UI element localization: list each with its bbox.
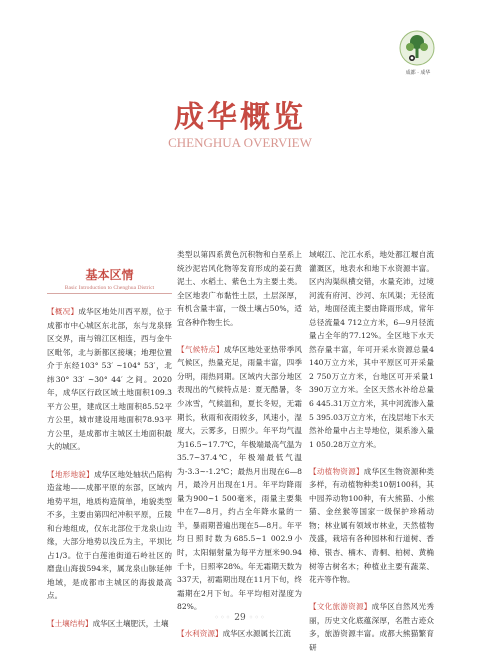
paragraph-climate bbox=[177, 343, 302, 614]
paragraph-text: 成华区地处亚热带季风气候区，热量充足，雨量丰富，四季分明，雨热同期。区域内大部分地区表现出的气候特点是：夏无酷暑，冬少冰雪，气候温和，夏长冬短，无霜期长，秋雨和夜雨较多，风速小，湿度大，云雾多，日照少。年平均气温为16.5~17.7℃，年极端最高气温为35.7~37.4℃，年极端最低气温为-3.3~-1.2℃；最热月出现在6—8月，最冷月出现在1月。年平均降雨量为900~1 500毫米，雨量主要集中在7—8月，约占全年降水量的一半，暴雨期普遍出现在5—8月。年平均日照时数为685.5~1 002.9小时，太阳辐射量为每平方厘米90.94千卡，日照率28%。年无霜期天数为337天，初霜期出现在11月下旬，终霜期在2月下旬。年平均相对湿度为82%。 bbox=[177, 344, 303, 612]
paragraph-text: 成华区自然风光秀丽，历史文化底蕴深厚，名胜古迹众多，旅游资源丰富。成都大熊猫繁育研 bbox=[309, 602, 435, 652]
paragraph-text: 成华区土壤肥沃，土壤 bbox=[92, 618, 169, 628]
paragraph-tag: 【水利资源】 bbox=[177, 629, 223, 639]
paragraph-biology bbox=[309, 465, 434, 587]
section-title: 基本区情 bbox=[85, 268, 134, 282]
page-subtitle: CHENGHUA OVERVIEW bbox=[168, 135, 312, 150]
paragraph-text: 类型以第四系黄色沉积物和白垩系上统沙泥岩风化物等发育形成的姜石黄泥土、水稻土、紫色土为主要土类。全区地表广布黏性土层，土层深厚，有机含量丰富，一级土壤占50%，适宜各种作物生长。 bbox=[177, 250, 302, 327]
logo-caption: 成都 · 成华 bbox=[405, 70, 431, 76]
paragraph-tag: 【概况】 bbox=[47, 307, 79, 316]
paragraph-tag: 【文化旅游资源】 bbox=[309, 602, 372, 612]
paragraph-text: 成华区水源属长江流 bbox=[222, 629, 291, 639]
page-footer bbox=[0, 613, 480, 623]
paragraph-text: 域岷江、沱江水系，地处都江堰自流灌溉区，地表水和地下水资源丰富。区内沟渠纵横交错，水量充沛，过境河流有府河、沙河、东风渠；无径流站，地面径流主要由降雨形成，常年总径流量4 712立方米，6—9月径流量占全年的77.12%。全区地下水天然存量丰富，年可开采水资源总量4 140万立方米，其中平原区可开采量2 750万立方米，台地区可开采量1 390万立方米。全区天然水补给总量6 445.31万立方米，其中河流渗入量5 395.03万立方米，在浅层地下水天然补给量中占主导地位，渠系渗入量1 050.28万立方米。 bbox=[309, 250, 434, 449]
page-number: 29 bbox=[234, 613, 246, 623]
paragraph-tag: 【气候特点】 bbox=[177, 344, 224, 354]
section-subtitle: Basic Introduction to Chenghua District bbox=[64, 285, 155, 291]
paragraph-water-cont bbox=[309, 248, 434, 451]
footer-ornament-left: ◦◦◦ bbox=[214, 613, 232, 622]
paragraph-overview bbox=[47, 305, 172, 454]
paragraph-tag: 【地形地貌】 bbox=[47, 469, 94, 479]
section-divider bbox=[47, 293, 172, 294]
footer-ornament-right: ◦◦◦ bbox=[248, 613, 266, 622]
paragraph-tourism bbox=[309, 600, 434, 654]
paragraph-terrain bbox=[47, 468, 172, 603]
text-column-3 bbox=[309, 248, 434, 668]
section-header bbox=[47, 268, 172, 294]
paragraph-tag: 【动植物资源】 bbox=[309, 466, 364, 476]
text-column-1 bbox=[47, 305, 172, 644]
paragraph-soil-cont bbox=[177, 248, 302, 329]
page-title: 成华概览 bbox=[174, 100, 306, 135]
paragraph-tag: 【土壤结构】 bbox=[47, 618, 93, 628]
paragraph-text: 成华区地处川西平原，位于成都市中心城区东北部，东与龙泉驿区交界，南与锦江区相连，西与金牛区毗邻，北与新都区接壤；地理位置介于东经103° 53′ ~104° 53′，北纬30° 33′ ~30° 44′ 之间。2020年，成华区行政区域土地面积109.3平方公里，建成区土地面积85.52平方公里，城市建设用地面积78.93平方公里，是成都市主城区土地面积最大的城区。 bbox=[47, 307, 173, 452]
chenghua-logo bbox=[395, 28, 439, 72]
text-column-2 bbox=[177, 248, 302, 654]
paragraph-water bbox=[177, 627, 302, 641]
paragraph-text: 成华区生物资源种类多样，有动植物种类10朝100科，其中园养动物100种，有大熊猫、小熊猫、金丝猴等国家一级保护珍稀动物；林业属有领域市林业，天然植物茂盛，栽培有各种园林和行道树、香樟、银杏、楠木、青桐、柏树、黄桷树等古树名木；种植业主要有蔬菜、花卉等作物。 bbox=[309, 466, 435, 585]
paragraph-text: 成华区地处轴状凸陷构造盆地——成都平原的东部，区域内地势平坦，地质构造简单，地貌类型不多，主要由第四纪冲积平原，丘陵和台地组成，仅东北部位于龙泉山边缘，大部分地势以浅丘为主，平坝比占1/3。位于白莲池街道石岭社区的磨盘山海拔594米，属龙泉山脉延伸地域，是成都市主城区的海拔最高点。 bbox=[47, 469, 173, 601]
